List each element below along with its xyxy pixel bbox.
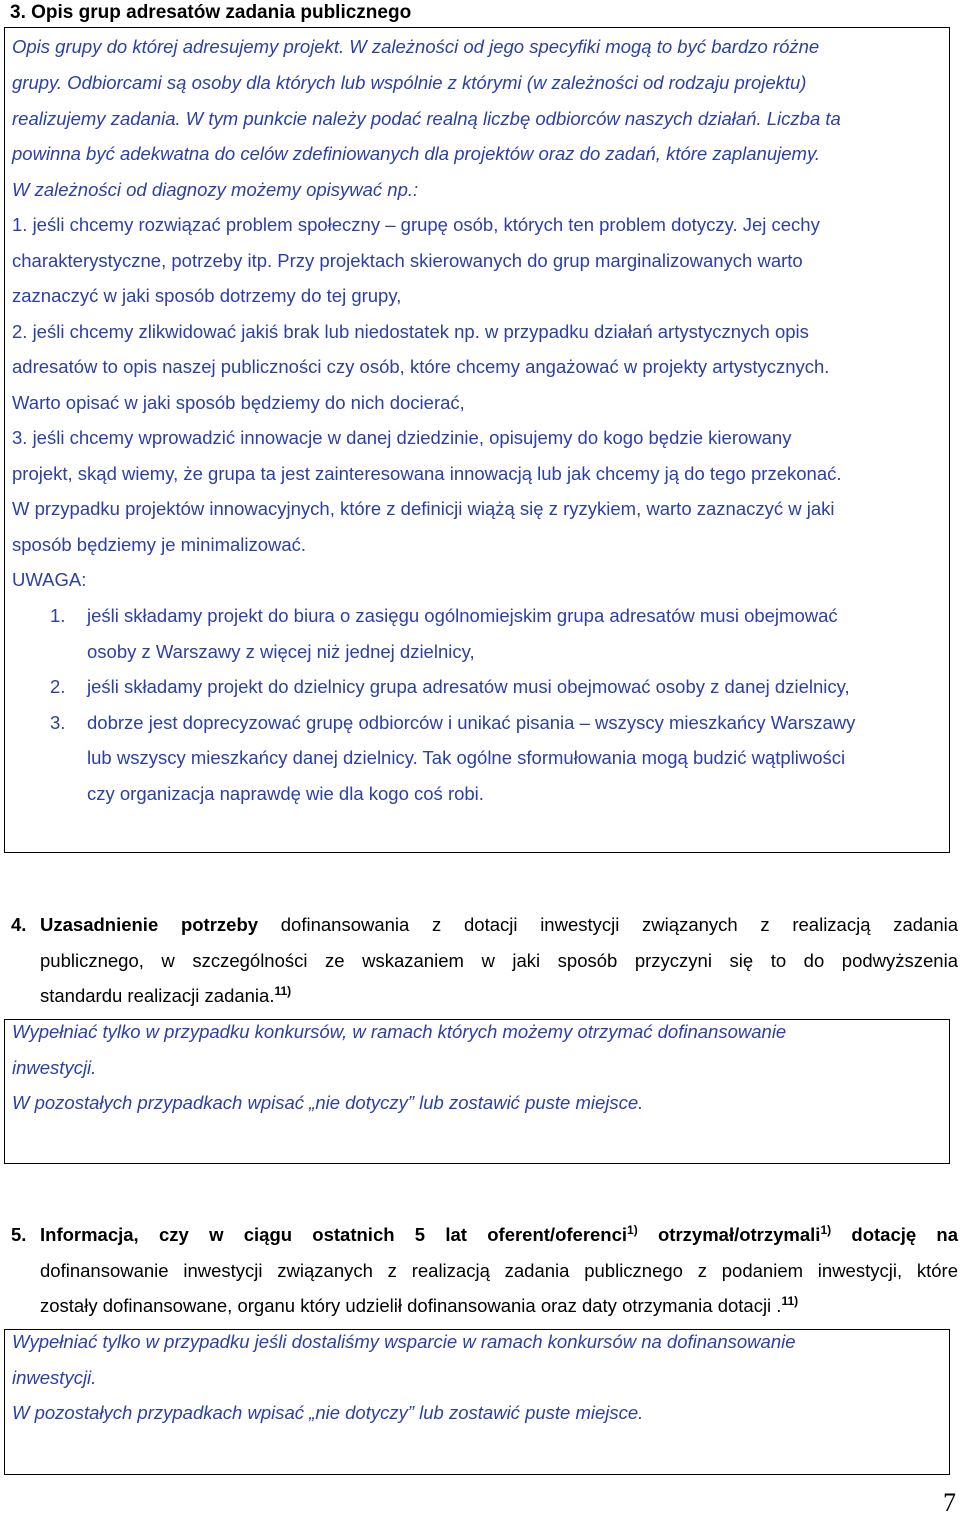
section-5-title: [40, 1224, 958, 1245]
uwaga-item-line: osoby z Warszawy z więcej niż jednej dzielnicy,: [87, 641, 475, 662]
instruction-line: Warto opisać w jaki sposób będziemy do nich docierać,: [12, 392, 465, 413]
section-5-heading-line-2: dofinansowanie inwestycji związanych z realizacją zadania publicznego z podaniem inwestycji, które: [40, 1260, 958, 1281]
section-5-heading-text: zostały dofinansowane, organu który udzielił dofinansowania oraz daty otrzymania dotacji .: [40, 1295, 782, 1316]
instruction-line: 3. jeśli chcemy wprowadzić innowacje w danej dziedzinie, opisujemy do kogo będzie kierowany: [12, 427, 792, 448]
section-4-heading-line-2: publicznego, w szczególności ze wskazaniem w jaki sposób przyczyni się to do podwyższenia: [40, 950, 958, 971]
instruction-line: realizujemy zadania. W tym punkcie należy podać realną liczbę odbiorców naszych działań. Liczba ta: [12, 108, 841, 129]
footnote-ref: 11): [274, 984, 292, 998]
uwaga-item-number: 2.: [50, 676, 66, 697]
section-4-heading-line-3: [40, 985, 291, 1007]
instruction-line: charakterystyczne, potrzeby itp. Przy projektach skierowanych do grup marginalizowanych warto: [12, 250, 803, 271]
section-5-title-a: Informacja, czy w ciągu ostatnich 5 lat oferent/oferenci: [40, 1224, 628, 1245]
section-4-title: Uzasadnienie potrzeby: [40, 914, 259, 935]
uwaga-item-number: 3.: [50, 712, 66, 733]
uwaga-label: UWAGA:: [12, 569, 87, 590]
instruction-line: powinna być adekwatna do celów zdefiniowanych dla projektów oraz do zadań, które zaplanujemy.: [12, 143, 820, 164]
instruction-line: W przypadku projektów innowacyjnych, które z definicji wiążą się z ryzykiem, warto zaznaczyć w jaki: [12, 498, 835, 519]
instruction-line: zaznaczyć w jaki sposób dotrzemy do tej grupy,: [12, 285, 402, 306]
footnote-ref: 1): [627, 1223, 638, 1237]
section-5-title-b: otrzymał/otrzymali: [658, 1224, 821, 1245]
instruction-line: adresatów to opis naszej publiczności czy osób, które chcemy angażować w projekty artystycznych.: [12, 356, 830, 377]
instruction-line: Wypełniać tylko w przypadku konkursów, w ramach których możemy otrzymać dofinansowanie: [12, 1021, 787, 1042]
section-3-heading: 3. Opis grup adresatów zadania publicznego: [10, 2, 412, 23]
uwaga-item-line: czy organizacja naprawdę wie dla kogo coś robi.: [87, 783, 484, 804]
uwaga-item-line: jeśli składamy projekt do biura o zasięgu ogólnomiejskim grupa adresatów musi obejmować: [87, 605, 838, 626]
section-5-number: 5.: [11, 1224, 27, 1245]
instruction-line: 1. jeśli chcemy rozwiązać problem społeczny – grupę osób, których ten problem dotyczy. Jej cechy: [12, 214, 820, 235]
uwaga-item-line: dobrze jest doprecyzować grupę odbiorców i unikać pisania – wszyscy mieszkańcy Warszawy: [87, 712, 856, 733]
instruction-line: 2. jeśli chcemy zlikwidować jakiś brak lub niedostatek np. w przypadku działań artystycznych opis: [12, 321, 809, 342]
instruction-line: W pozostałych przypadkach wpisać „nie dotyczy” lub zostawić puste miejsce.: [12, 1092, 644, 1113]
page-number: 7: [943, 1488, 956, 1517]
instruction-line: W pozostałych przypadkach wpisać „nie dotyczy” lub zostawić puste miejsce.: [12, 1402, 644, 1423]
instruction-line: W zależności od diagnozy możemy opisywać np.:: [12, 179, 419, 200]
section-5-title-c: dotację na: [851, 1224, 959, 1245]
section-4-heading-line-1: [40, 914, 958, 936]
section-4-number: 4.: [11, 914, 27, 935]
footnote-ref: 11): [781, 1294, 799, 1308]
instruction-line: projekt, skąd wiemy, że grupa ta jest zainteresowana innowacją lub jak chcemy ją do tego przekonać.: [12, 463, 842, 484]
section-5-heading-line-3: [40, 1295, 798, 1317]
instruction-line: Opis grupy do której adresujemy projekt. W zależności od jego specyfiki mogą to być bardzo różne: [12, 36, 820, 57]
instruction-line: sposób będziemy je minimalizować.: [12, 534, 307, 555]
uwaga-item-line: lub wszyscy mieszkańcy danej dzielnicy. Tak ogólne sformułowania mogą budzić wątpliwości: [87, 747, 846, 768]
instruction-line: Wypełniać tylko w przypadku jeśli dostaliśmy wsparcie w ramach konkursów na dofinansowanie: [12, 1331, 796, 1352]
section-5-heading-line-1: [40, 1224, 958, 1246]
section-4-heading-text: standardu realizacji zadania.: [40, 985, 275, 1006]
footnote-ref: 1): [820, 1223, 832, 1237]
instruction-line: inwestycji.: [12, 1057, 97, 1078]
uwaga-item-number: 1.: [50, 605, 66, 626]
uwaga-item-line: jeśli składamy projekt do dzielnicy grupa adresatów musi obejmować osoby z danej dzielnicy,: [87, 676, 850, 697]
instruction-line: inwestycji.: [12, 1367, 97, 1388]
section-4-heading-text: dofinansowania z dotacji inwestycji związanych z realizacją zadania: [280, 914, 959, 935]
instruction-line: grupy. Odbiorcami są osoby dla których lub wspólnie z którymi (w zależności od rodzaju projektu): [12, 72, 807, 93]
